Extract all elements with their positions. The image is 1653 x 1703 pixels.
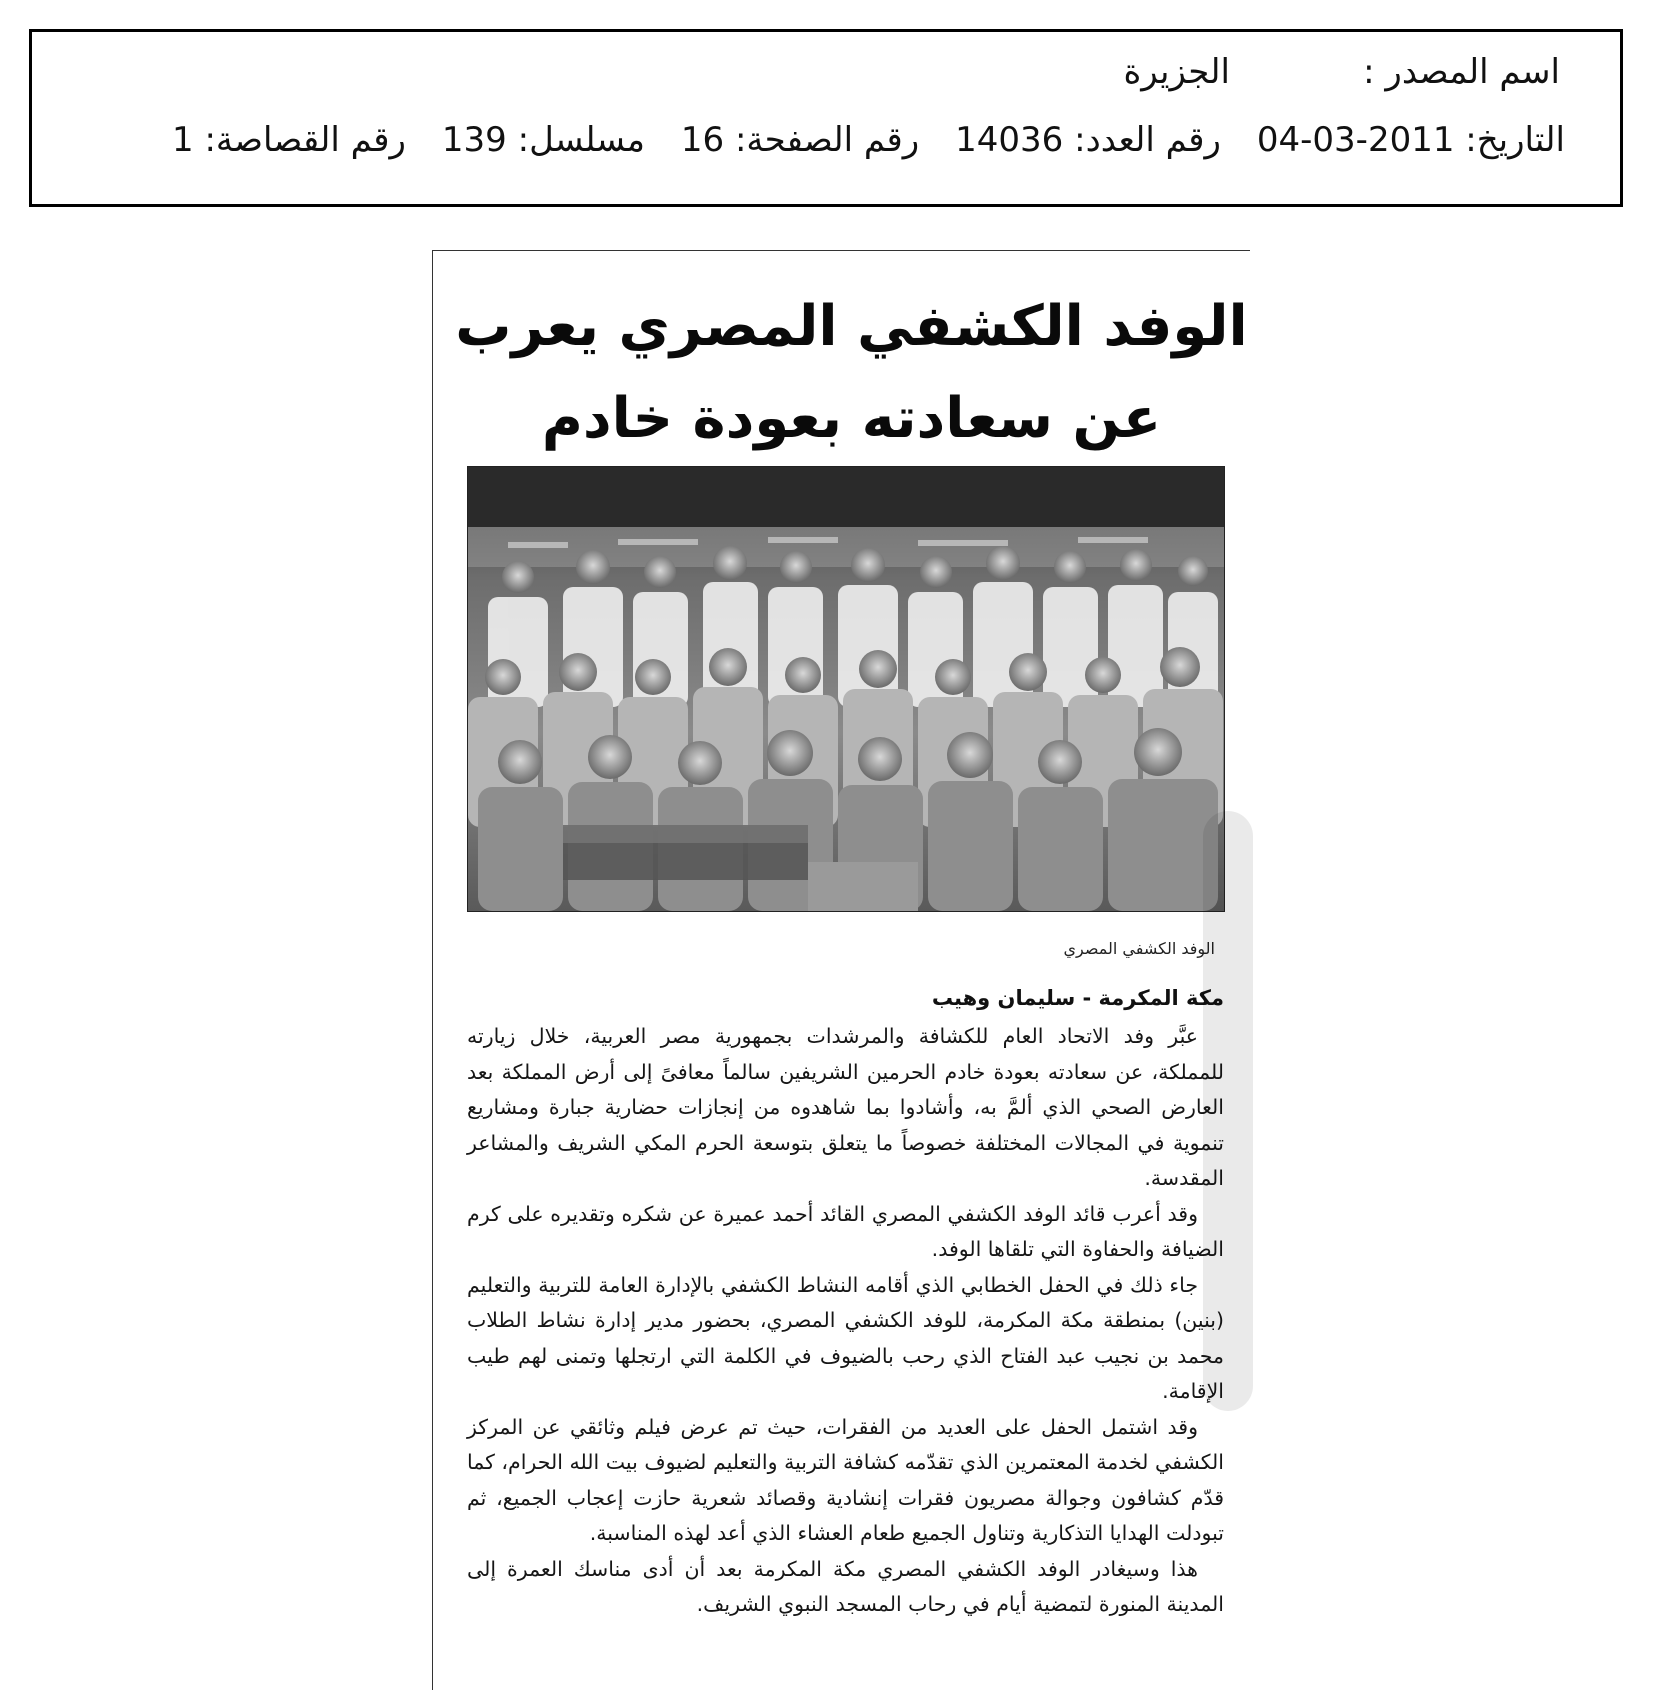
article-paragraph: وقد اشتمل الحفل على العديد من الفقرات، حيث تم عرض فيلم وثائقي عن المركز الكشفي لخدمة المعتمرين الذي تقدّمه كشافة التربية والتعليم لضيوف بيت الله الحرام، كما قدّم كشافون وجوالة مصريون فقرات إنشادية وقصائد شعرية حازت إعجاب الجميع، ثم تبودلت الهدايا التذكارية وتناول الجميع طعام العشاء الذي أعد لهذه المناسبة. [467, 1414, 1224, 1545]
source-value: الجزيرة [1123, 52, 1230, 92]
article-paragraph: عبَّر وفد الاتحاد العام للكشافة والمرشدات بجمهورية مصر العربية، خلال زيارته للمملكة، عن سعادته بعودة خادم الحرمين الشريفين سالماً معافىً إلى أرض المملكة بعد العارض الصحي الذي ألمَّ به، وأشادوا بما شاهدوه من إنجازات حضارية جبارة ومشاريع تنموية في المجالات المختلفة خصوصاً ما يتعلق بتوسعة الحرم المكي الشريف والمشاعر المقدسة. [467, 1024, 1224, 1190]
source-header-box [29, 29, 1623, 207]
article-paragraph: جاء ذلك في الحفل الخطابي الذي أقامه النشاط الكشفي بالإدارة العامة للتربية والتعليم (بنين) بمنطقة مكة المكرمة، للوفد الكشفي المصري، بحضور مدير إدارة نشاط الطلاب محمد بن نجيب عبد الفتاح الذي رحب بالضيوف في الكلمة التي ارتجلها وتمنى لهم طيب الإقامة. [467, 1272, 1224, 1403]
headline-line-1: الوفد الكشفي المصري يعرب [455, 294, 1248, 359]
group-photo-image [468, 467, 1224, 911]
serial-field: مسلسل: 139 [441, 120, 645, 160]
page-number-field: رقم الصفحة: 16 [680, 120, 920, 160]
group-photo [467, 466, 1225, 912]
photo-caption: الوفد الكشفي المصري [1063, 939, 1215, 958]
clipping-number-field: رقم القصاصة: 1 [172, 120, 406, 160]
date-field: التاريخ: 2011-03-04 [1256, 120, 1565, 160]
headline-line-2: عن سعادته بعودة خادم [541, 386, 1162, 451]
newspaper-watermark [1198, 811, 1258, 1411]
article-paragraph: هذا وسيغادر الوفد الكشفي المصري مكة المكرمة بعد أن أدى مناسك العمرة إلى المدينة المنورة لتمضية أيام في رحاب المسجد النبوي الشريف. [467, 1556, 1224, 1616]
article-body [467, 1019, 1224, 1623]
article-byline: مكة المكرمة - سليمان وهيب [931, 986, 1224, 1010]
issue-number-field: رقم العدد: 14036 [955, 120, 1221, 160]
article-paragraph: وقد أعرب قائد الوفد الكشفي المصري القائد أحمد عميرة عن شكره وتقديره على كرم الضيافة والحفاوة التي تلقاها الوفد. [467, 1201, 1224, 1261]
source-label: اسم المصدر : [1363, 52, 1560, 92]
meta-row [172, 120, 1565, 160]
newspaper-clipping [432, 250, 1250, 1690]
